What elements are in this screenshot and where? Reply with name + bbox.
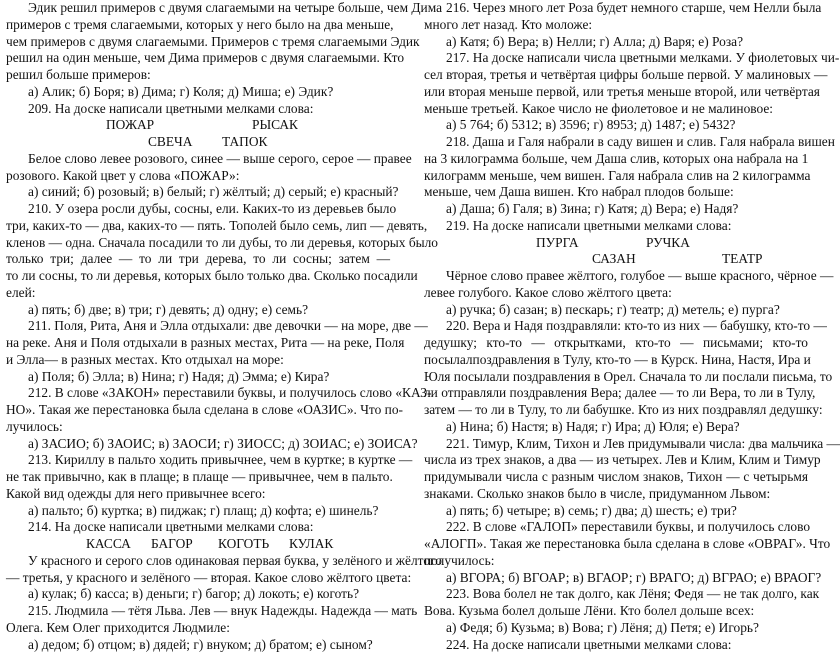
text-line: 218. Даша и Галя набрали в саду вишен и слив. Галя набрала вишен: [424, 134, 808, 151]
text-line: а) Даша; б) Галя; в) Зина; г) Катя; д) Вера; е) Надя?: [424, 201, 808, 218]
text-line: Чёрное слово правее жёлтого, голубое — выше красного, чёрное —: [424, 268, 808, 285]
text-line: килограмм меньше, чем вишен. Галя набрала слив на 2 килограмма: [424, 168, 808, 185]
text-line: У красного и серого слов одинаковая первая буква, у зелёного и жёлтого: [6, 553, 390, 570]
text-line: а) кулак; б) касса; в) деньги; г) багор; д) локоть; е) коготь?: [6, 586, 390, 603]
text-line: затем — то ли в Тулу, то ли бабушке. Кто из них поздравлял дедушку:: [424, 402, 808, 419]
text-line: 216. Через много лет Роза будет немного старше, чем Нелли была: [424, 0, 808, 17]
word-row: [6, 536, 390, 553]
chalk-word: ТЕАТР: [722, 251, 762, 268]
text-line: розового. Какой цвет у слова «ПОЖАР»:: [6, 168, 390, 185]
text-line: левее голубого. Какое слово жёлтого цвета:: [424, 285, 808, 302]
text-line: не так привычно, как в плаще; в плаще — привычнее, чем в пальто.: [6, 469, 390, 486]
text-line: 209. На доске написали цветными мелками слова:: [6, 101, 390, 118]
text-line: «АЛОГП». Такая же перестановка была сделана в слове «ОВРАГ». Что: [424, 536, 808, 553]
text-line: на реке. Аня и Поля отдыхали в разных местах, Рита — на реке, Поля: [6, 335, 390, 352]
text-line: а) ВГОРА; б) ВГОАР; в) ВГАОР; г) ВРАГО; д) ВГРАО; е) ВРАОГ?: [424, 570, 808, 587]
text-line: а) Поля; б) Элла; в) Нина; г) Надя; д) Эмма; е) Кира?: [6, 369, 390, 386]
text-line: 212. В слове «ЗАКОН» переставили буквы, и получилось слово «КАЗ-: [6, 385, 390, 402]
text-line: и Элла— в разных местах. Кто отдыхал на море:: [6, 352, 390, 369]
text-line: придумывали числа с разным числом знаков, Тихон — с четырьмя: [424, 469, 808, 486]
text-line: много лет назад. Кто моложе:: [424, 17, 808, 34]
text-line: сел вторая, третья и четвёртая цифры больше первой. У малиновых —: [424, 67, 808, 84]
word-row: [424, 235, 808, 252]
text-line: кленов — одна. Сначала посадили то ли дубы, то ли деревья, которых было: [6, 235, 390, 252]
chalk-word: ПУРГА: [536, 235, 579, 252]
text-line: меньше, чем Даша вишен. Кто набрал плодов больше:: [424, 184, 808, 201]
text-line: — третья, у красного и зелёного — вторая. Какое слово жёлтого цвета:: [6, 570, 390, 587]
text-line: а) синий; б) розовый; в) белый; г) жёлтый; д) серый; е) красный?: [6, 184, 390, 201]
chalk-word: САЗАН: [592, 251, 636, 268]
text-line: ли отправляли поздравления Вера; далее — то ли Вера, то ли в Тулу,: [424, 385, 808, 402]
text-line: а) Алик; б) Боря; в) Дима; г) Коля; д) Миша; е) Эдик?: [6, 84, 390, 101]
chalk-word: СВЕЧА: [148, 134, 192, 151]
text-line: числа из трех знаков, а два — из четырех. Лев и Клим, Клим и Тимур: [424, 452, 808, 469]
chalk-word: РУЧКА: [646, 235, 690, 252]
text-line: а) ручка; б) сазан; в) пескарь; г) театр; д) метель; е) пурга?: [424, 302, 808, 319]
text-line: 222. В слове «ГАЛОП» переставили буквы, и получилось слово: [424, 519, 808, 536]
text-line: меньше третьей. Какое число не фиолетовое и не малиновое:: [424, 101, 808, 118]
text-line: только три; далее — то ли три дерева, то ли сосны; затем —: [6, 251, 390, 268]
text-line: 224. На доске написали цветными мелками слова:: [424, 637, 808, 653]
word-row: [6, 117, 390, 134]
text-line: 214. На доске написали цветными мелками слова:: [6, 519, 390, 536]
word-row: [424, 251, 808, 268]
text-line: то ли сосны, то ли деревья, которых было только два. Сколько посадили: [6, 268, 390, 285]
text-line: а) пальто; б) куртка; в) пиджак; г) плащ; д) кофта; е) шинель?: [6, 503, 390, 520]
text-line: решил на один меньше, чем Дима примеров с двумя слагаемыми. Кто: [6, 50, 390, 67]
text-line: а) Федя; б) Кузьма; в) Вова; г) Лёня; д) Петя; е) Игорь?: [424, 620, 808, 637]
text-line: 210. У озера росли дубы, сосны, ели. Каких-то из деревьев было: [6, 201, 390, 218]
text-line: а) Нина; б) Настя; в) Надя; г) Ира; д) Юля; е) Вера?: [424, 419, 808, 436]
text-line: 220. Вера и Надя поздравляли: кто-то из них — бабушку, кто-то —: [424, 318, 808, 335]
text-line: Белое слово левее розового, синее — выше серого, серое — правее: [6, 151, 390, 168]
text-line: три, каких-то — два, каких-то — пять. Тополей было семь, лип — девять,: [6, 218, 390, 235]
chalk-word: БАГОР: [151, 536, 193, 553]
chalk-word: КАССА: [86, 536, 131, 553]
text-line: Юля посылали поздравления в Орел. Сначала то ли послали письма, то: [424, 369, 808, 386]
text-line: Эдик решил примеров с двумя слагаемыми на четыре больше, чем Дима: [6, 0, 390, 17]
chalk-word: ПОЖАР: [106, 117, 154, 134]
text-line: получилось:: [424, 553, 808, 570]
text-line: Вова. Кузьма болел дольше Лёни. Кто болел дольше всех:: [424, 603, 808, 620]
word-row: [6, 134, 390, 151]
text-line: а) пять; б) две; в) три; г) девять; д) одну; е) семь?: [6, 302, 390, 319]
chalk-word: КУЛАК: [289, 536, 333, 553]
text-line: 217. На доске написали числа цветными мелками. У фиолетовых чи-: [424, 50, 808, 67]
text-line: дедушку; кто-то — открытками, кто-то — письмами; кто-то: [424, 335, 808, 352]
text-line: НО». Такая же перестановка была сделана в слове «ОАЗИС». Что по-: [6, 402, 390, 419]
text-line: знаками. Сколько знаков было в числе, придуманном Львом:: [424, 486, 808, 503]
text-line: 215. Людмила — тётя Льва. Лев — внук Надежды. Надежда — мать: [6, 603, 390, 620]
text-line: посылалпоздравления в Тулу, кто-то — в Курск. Нина, Настя, Ира и: [424, 352, 808, 369]
text-line: на 3 килограмма больше, чем Даша слив, которых она набрала на 1: [424, 151, 808, 168]
text-line: а) Катя; б) Вера; в) Нелли; г) Алла; д) Варя; е) Роза?: [424, 34, 808, 51]
left-column: [6, 0, 390, 653]
chalk-word: КОГОТЬ: [218, 536, 269, 553]
chalk-word: РЫСАК: [252, 117, 298, 134]
text-line: лучилось:: [6, 419, 390, 436]
right-column: [424, 0, 808, 653]
text-line: а) дедом; б) отцом; в) дядей; г) внуком; д) братом; е) сыном?: [6, 637, 390, 653]
text-line: чем примеров с двумя слагаемыми. Примеров с тремя слагаемыми Эдик: [6, 34, 390, 51]
text-line: елей:: [6, 285, 390, 302]
text-line: 221. Тимур, Клим, Тихон и Лев придумывали числа: два мальчика —: [424, 436, 808, 453]
text-line: а) ЗАСИО; б) ЗАОИС; в) ЗАОСИ; г) ЗИОСС; д) ЗОИАС; е) ЗОИСА?: [6, 436, 390, 453]
text-line: а) пять; б) четыре; в) семь; г) два; д) шесть; е) три?: [424, 503, 808, 520]
text-line: Какой вид одежды для него привычнее всего:: [6, 486, 390, 503]
text-line: или вторая меньше первой, или третья меньше второй, или четвёртая: [424, 84, 808, 101]
text-line: примеров с тремя слагаемыми, которых у него было на два меньше,: [6, 17, 390, 34]
text-line: 211. Поля, Рита, Аня и Элла отдыхали: две девочки — на море, две —: [6, 318, 390, 335]
text-line: а) 5 764; б) 5312; в) 3596; г) 8953; д) 1487; е) 5432?: [424, 117, 808, 134]
text-line: 219. На доске написали цветными мелками слова:: [424, 218, 808, 235]
text-line: Олега. Кем Олег приходится Людмиле:: [6, 620, 390, 637]
text-line: 213. Кириллу в пальто ходить привычнее, чем в куртке; в куртке —: [6, 452, 390, 469]
chalk-word: ТАПОК: [222, 134, 267, 151]
text-line: 223. Вова болел не так долго, как Лёня; Федя — не так долго, как: [424, 586, 808, 603]
text-line: решил больше примеров:: [6, 67, 390, 84]
